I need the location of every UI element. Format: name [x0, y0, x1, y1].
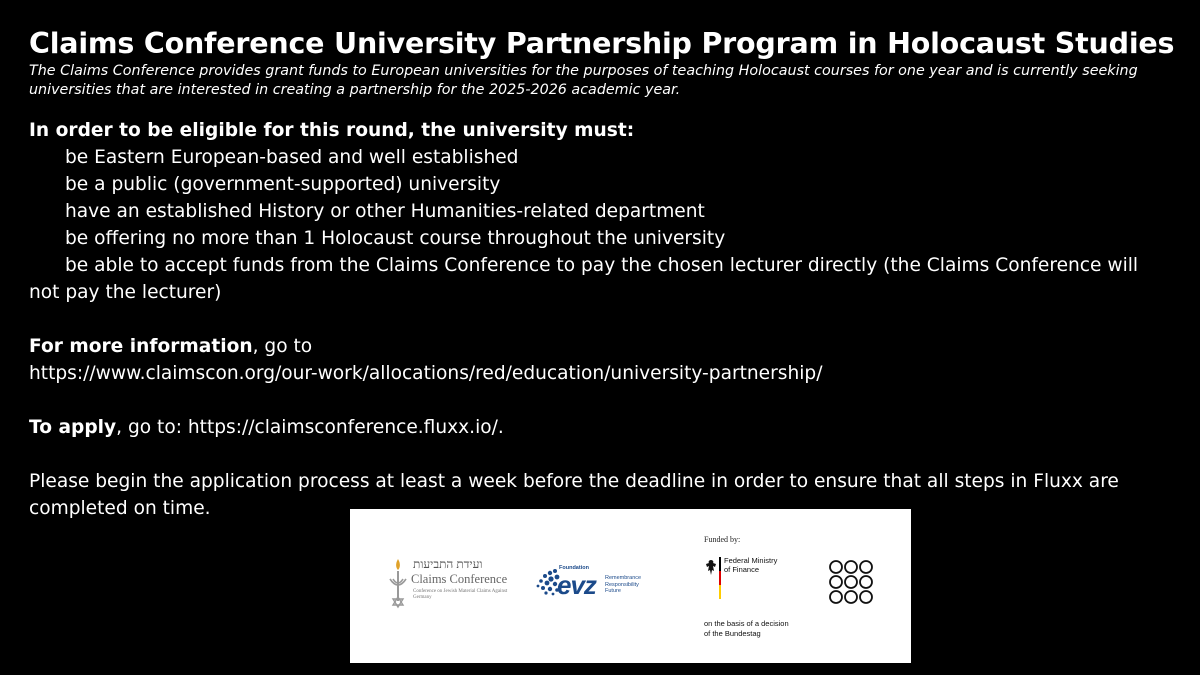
bmf-basis-line: of the Bundestag — [704, 629, 761, 638]
evz-tagline-line: Future — [605, 588, 621, 594]
page-title: Claims Conference University Partnership Program in Holocaust Studies — [29, 27, 1175, 60]
evz-tagline — [605, 575, 641, 595]
eligibility-item: be offering no more than 1 Holocaust course throughout the university — [65, 228, 726, 249]
eligibility-item — [29, 252, 1174, 306]
body-text — [29, 117, 1174, 522]
more-info-url[interactable]: https://www.claimscon.org/our-work/allocations/red/education/university-partnership/ — [29, 363, 823, 384]
more-info-line — [29, 333, 1174, 360]
evz-wordmark: evz — [557, 570, 596, 600]
german-flag-bar — [719, 557, 721, 599]
eligibility-item: be a public (government-supported) university — [65, 174, 501, 195]
bmf-logo — [704, 535, 824, 645]
apply-text[interactable]: , go to: https://claimsconference.fluxx.io/. — [116, 417, 504, 438]
deadline-note: Please begin the application process at least a week before the deadline in order to ensure that all steps in Fluxx are completed on time. — [29, 471, 1119, 519]
bmf-basis-line: on the basis of a decision — [704, 619, 789, 628]
eligibility-heading: In order to be eligible for this round, the university must: — [29, 120, 635, 141]
menorah-flame-icon — [387, 557, 409, 609]
claims-conference-logo — [387, 557, 527, 611]
flower-pattern-logo — [828, 559, 874, 605]
apply-label: To apply — [29, 417, 117, 438]
eligibility-item: have an established History or other Humanities-related department — [65, 201, 705, 222]
eligibility-item: be Eastern European-based and well established — [65, 147, 519, 168]
cc-hebrew: ועידת התביעות — [413, 557, 483, 571]
subtitle: The Claims Conference provides grant funds to European universities for the purposes of teaching Holocaust courses for one year and is currently seeking universities that are interested in creating a partnership for the 2025-2026 academic year. — [29, 63, 1138, 98]
bmf-basis — [704, 619, 834, 639]
funded-by-label: Funded by: — [704, 535, 741, 544]
apply-line — [29, 414, 1174, 441]
evz-tagline-line: Responsibility — [605, 581, 639, 588]
announcement — [29, 26, 1174, 522]
more-info-text: , go to — [252, 336, 313, 357]
evz-tagline-line: Remembrance — [605, 575, 642, 581]
sponsor-logos-panel — [350, 509, 911, 663]
federal-eagle-icon — [704, 558, 718, 578]
more-info-label: For more information — [29, 336, 253, 357]
bmf-name-line: Federal Ministry — [724, 556, 778, 565]
cc-name: Claims Conference — [411, 572, 508, 586]
evz-foundation-label: Foundation — [559, 565, 589, 571]
bmf-name-line: of Finance — [724, 565, 760, 574]
eligibility-item-text: be able to accept funds from the Claims Conference to pay the chosen lecturer directly (the Claims Conference will not pay the lecturer) — [29, 255, 1139, 303]
evz-foundation-logo — [535, 561, 645, 605]
bmf-name — [724, 556, 804, 574]
cc-subtitle: Conference on Jewish Material Claims Against Germany — [413, 589, 508, 600]
